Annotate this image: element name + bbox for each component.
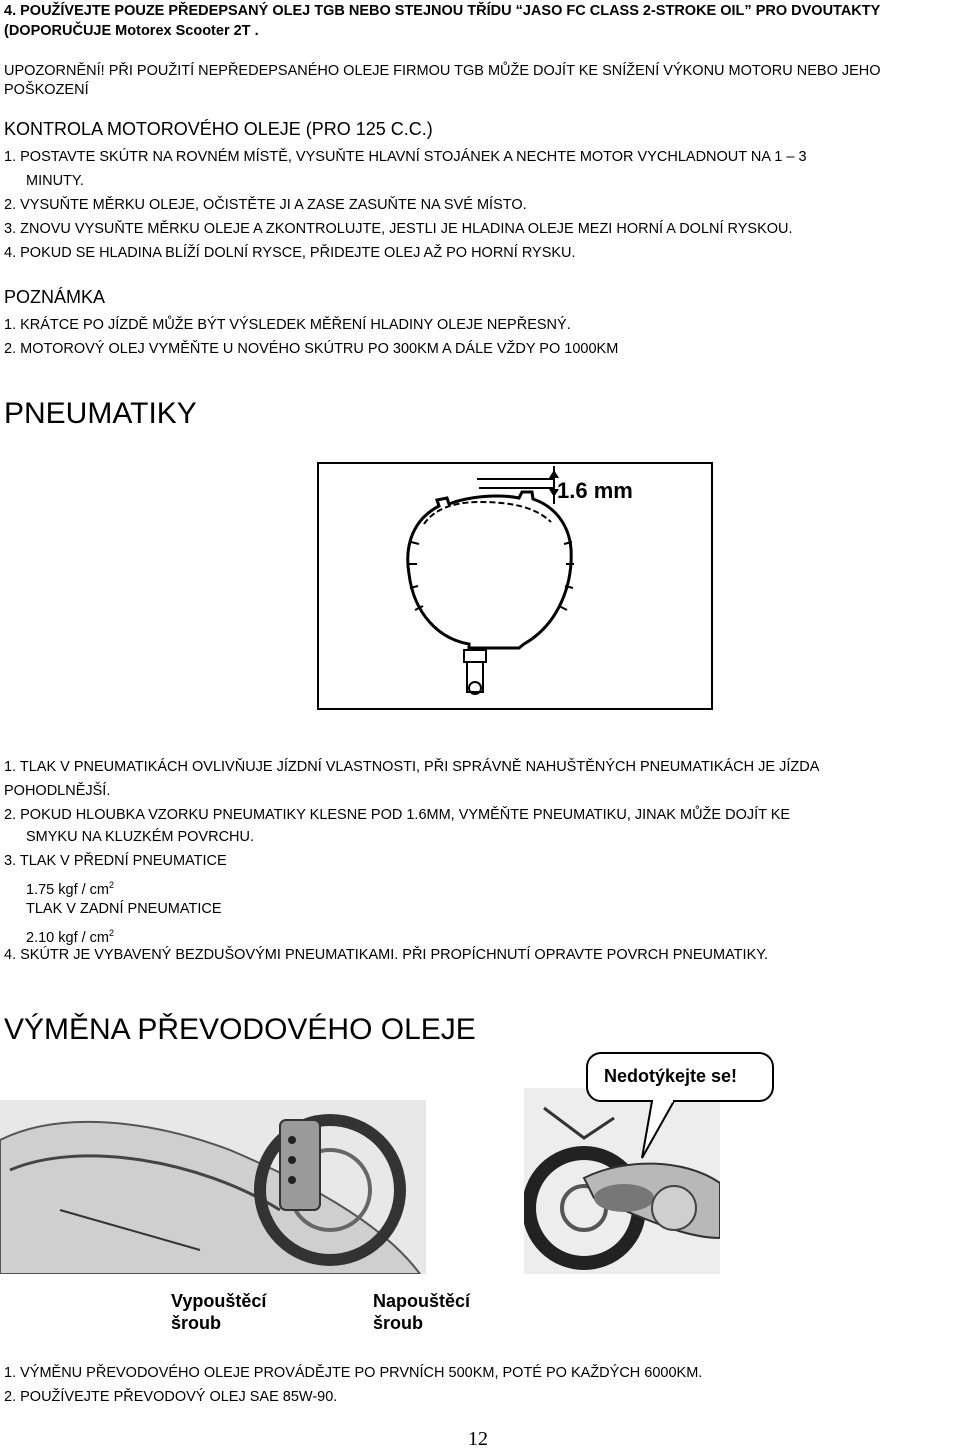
note-item-2: 2. MOTOROVÝ OLEJ VYMĚŇTE U NOVÉHO SKÚTRU PO 300KM A DÁLE VŽDY PO 1000KM [4, 341, 619, 357]
front-pressure-value: 1.75 kgf / cm [26, 881, 110, 898]
drain-bolt-photo [0, 1100, 426, 1274]
rear-pressure [26, 924, 114, 947]
tires-item-3: 3. TLAK V PŘEDNÍ PNEUMATICE [4, 853, 227, 869]
tires-heading: PNEUMATIKY [4, 397, 197, 430]
tires-item-3-rear: TLAK V ZADNÍ PNEUMATICE [26, 901, 222, 917]
tires-item-2-cont: SMYKU NA KLUZKÉM POVRCHU. [26, 829, 255, 845]
oil-spec-line-2: (DOPORUČUJE Motorex Scooter 2T . [4, 23, 259, 39]
callout-text: Nedotýkejte se! [604, 1066, 738, 1086]
tires-item-1: 1. TLAK V PNEUMATIKÁCH OVLIVŇUJE JÍZDNÍ VLASTNOSTI, PŘI SPRÁVNĚ NAHUŠTĚNÝCH PNEUMATIKÁCH JE JÍZDA [4, 759, 820, 775]
oil-check-step-2: 2. VYSUŇTE MĚRKU OLEJE, OČISTĚTE JI A ZASE ZASUŇTE NA SVÉ MÍSTO. [4, 197, 527, 213]
oil-check-step-1: 1. POSTAVTE SKÚTR NA ROVNÉM MÍSTĚ, VYSUŇTE HLAVNÍ STOJÁNEK A NECHTE MOTOR VYCHLADNOUT NA 1 – 3 [4, 149, 807, 165]
oil-check-step-4: 4. POKUD SE HLADINA BLÍŽÍ DOLNÍ RYSCE, PŘIDEJTE OLEJ AŽ PO HORNÍ RYSKU. [4, 245, 576, 261]
oil-check-step-1-cont: MINUTY. [26, 173, 84, 189]
oil-check-step-3: 3. ZNOVU VYSUŇTE MĚRKU OLEJE A ZKONTROLUJTE, JESTLI JE HLADINA OLEJE MEZI HORNÍ A DOLNÍ RYSKOU. [4, 221, 793, 237]
warning-line-1: UPOZORNĚNÍ! PŘI POUŽITÍ NEPŘEDEPSANÉHO OLEJE FIRMOU TGB MŮŽE DOJÍT KE SNÍŽENÍ VÝKONU MOTORU NEBO JEHO [4, 63, 881, 79]
note-heading: POZNÁMKA [4, 287, 106, 307]
oil-spec-line-1: 4. POUŽÍVEJTE POUZE PŘEDEPSANÝ OLEJ TGB NEBO STEJNOU TŘÍDU “JASO FC CLASS 2-STROKE OIL” PRO DVOUTAKTY [4, 3, 881, 19]
warning-callout [586, 1052, 776, 1104]
front-pressure-exponent: 2 [109, 880, 115, 890]
oil-check-heading: KONTROLA MOTOROVÉHO OLEJE (PRO 125 C.C.) [4, 119, 433, 139]
drain-bolt-label: Vypouštěcí šroub [171, 1291, 267, 1333]
fill-bolt-label: Napouštěcí šroub [373, 1291, 471, 1333]
gear-oil-item-1: 1. VÝMĚNU PŘEVODOVÉHO OLEJE PROVÁDĚJTE PO PRVNÍCH 500KM, POTÉ PO KAŽDÝCH 6000KM. [4, 1365, 703, 1381]
tire-tread-figure [317, 462, 713, 710]
rear-pressure-value: 2.10 kgf / cm [26, 929, 110, 946]
tire-cross-section-icon [319, 464, 711, 708]
tires-item-4: 4. SKÚTR JE VYBAVENÝ BEZDUŠOVÝMI PNEUMATIKAMI. PŘI PROPÍCHNUTÍ OPRAVTE POVRCH PNEUMATIKY. [4, 947, 769, 963]
front-pressure [26, 876, 114, 899]
tread-depth-label: 1.6 mm [557, 478, 633, 503]
tires-item-1-cont: POHODLNĚJŠÍ. [4, 783, 111, 799]
rear-wheel-gearbox-image [0, 1100, 426, 1274]
rear-pressure-exponent: 2 [109, 928, 115, 938]
gear-oil-heading: VÝMĚNA PŘEVODOVÉHO OLEJE [4, 1013, 476, 1046]
note-item-1: 1. KRÁTCE PO JÍZDĚ MŮŽE BÝT VÝSLEDEK MĚŘENÍ HLADINY OLEJE NEPŘESNÝ. [4, 317, 571, 333]
warning-line-2: POŠKOZENÍ [4, 82, 89, 98]
page-number: 12 [468, 1428, 488, 1450]
tires-item-2: 2. POKUD HLOUBKA VZORKU PNEUMATIKY KLESNE POD 1.6MM, VYMĚŇTE PNEUMATIKU, JINAK MŮŽE DOJÍT KE [4, 807, 791, 823]
gear-oil-item-2: 2. POUŽÍVEJTE PŘEVODOVÝ OLEJ SAE 85W-90. [4, 1389, 338, 1405]
